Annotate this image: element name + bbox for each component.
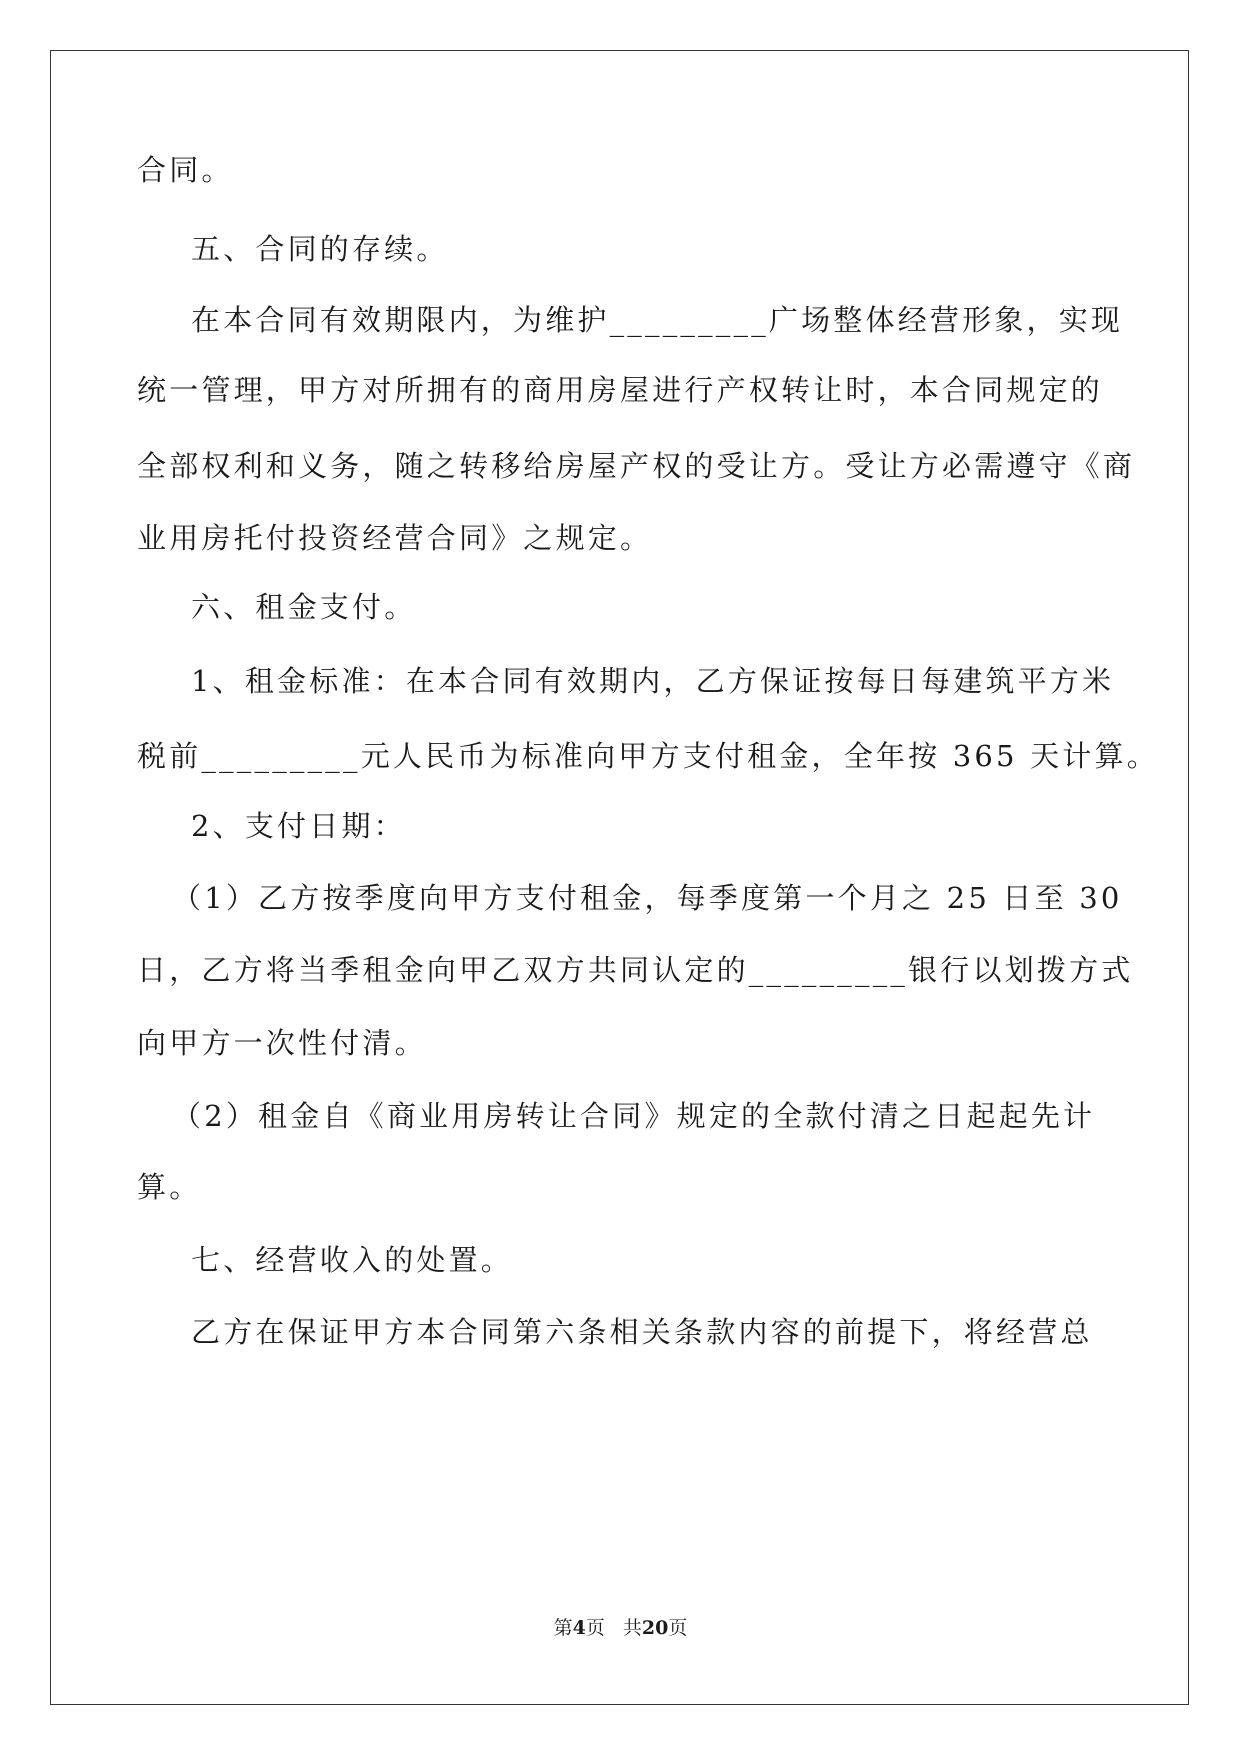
- footer-page-prefix: 第: [553, 1617, 573, 1639]
- footer-total-pages: 20: [641, 1617, 669, 1639]
- text-line-1: 合同。: [137, 153, 234, 187]
- text-line-8: 1、租金标准：在本合同有效期内，乙方保证按每日每建筑平方米: [191, 664, 1115, 698]
- footer-page-suffix: 页: [585, 1617, 605, 1639]
- text-line-15: 算。: [137, 1170, 202, 1204]
- text-line-7: 六、租金支付。: [191, 590, 417, 624]
- page-footer: [0, 1616, 1241, 1640]
- text-line-4: 统一管理，甲方对所拥有的商用房屋进行产权转让时，本合同规定的: [137, 373, 1104, 407]
- text-line-9: 税前_________元人民币为标准向甲方支付租金，全年按 365 天计算。: [137, 739, 1159, 773]
- text-line-12: 日，乙方将当季租金向甲乙双方共同认定的_________银行以划拨方式: [137, 953, 1134, 987]
- text-line-13: 向甲方一次性付清。: [137, 1026, 427, 1060]
- footer-page-number: 4: [572, 1617, 586, 1639]
- text-line-6: 业用房托付投资经营合同》之规定。: [137, 521, 653, 555]
- text-line-17: 乙方在保证甲方本合同第六条相关条款内容的前提下，将经营总: [191, 1315, 1093, 1349]
- footer-total-prefix: 共: [622, 1617, 642, 1639]
- footer-total-suffix: 页: [668, 1617, 688, 1639]
- text-line-11: （1）乙方按季度向甲方支付租金，每季度第一个月之 25 日至 30: [172, 881, 1123, 915]
- text-line-2: 五、合同的存续。: [191, 232, 449, 266]
- text-line-16: 七、经营收入的处置。: [191, 1243, 514, 1277]
- text-line-5: 全部权利和义务，随之转移给房屋产权的受让方。受让方必需遵守《商: [137, 449, 1136, 483]
- text-line-14: （2）租金自《商业用房转让合同》规定的全款付清之日起起先计: [172, 1099, 1096, 1133]
- text-line-10: 2、支付日期：: [191, 809, 406, 843]
- text-line-3: 在本合同有效期限内，为维护_________广场整体经营形象，实现: [191, 303, 1124, 337]
